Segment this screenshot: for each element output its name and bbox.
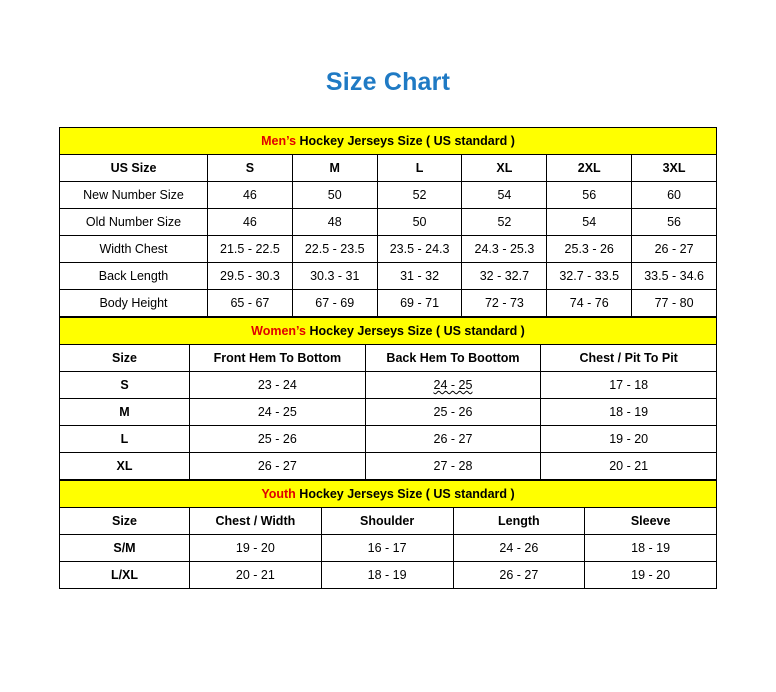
- mens-row-1-value-5: 56: [632, 209, 717, 236]
- table-row: [60, 263, 717, 290]
- mens-row-4-label: Body Height: [60, 290, 208, 317]
- table-row: [60, 236, 717, 263]
- mens-row-4-value-1: 67 - 69: [292, 290, 377, 317]
- womens-header-cell-1: Front Hem To Bottom: [190, 345, 366, 372]
- youth-header-cell-2: Shoulder: [321, 508, 453, 535]
- womens-row-3-value-0: 26 - 27: [190, 453, 366, 480]
- mens-header-cell-1: S: [208, 155, 293, 182]
- womens-header-cell-0: Size: [60, 345, 190, 372]
- mens-row-0-value-2: 52: [377, 182, 462, 209]
- youth-row-1-value-2: 26 - 27: [453, 562, 585, 589]
- mens-band-accent: Men’s: [261, 134, 297, 148]
- mens-row-4-value-3: 72 - 73: [462, 290, 547, 317]
- mens-row-2-value-3: 24.3 - 25.3: [462, 236, 547, 263]
- womens-row-1-value-0: 24 - 25: [190, 399, 366, 426]
- youth-row-0-value-3: 18 - 19: [585, 535, 717, 562]
- table-row: [60, 426, 717, 453]
- mens-header-cell-2: M: [292, 155, 377, 182]
- youth-row-0-label: S/M: [60, 535, 190, 562]
- mens-row-0-value-1: 50: [292, 182, 377, 209]
- mens-row-3-value-0: 29.5 - 30.3: [208, 263, 293, 290]
- table-row: [60, 535, 717, 562]
- youth-header-cell-4: Sleeve: [585, 508, 717, 535]
- mens-row-4-value-0: 65 - 67: [208, 290, 293, 317]
- womens-row-0-label: S: [60, 372, 190, 399]
- youth-band-row: [60, 481, 717, 508]
- table-row: [60, 290, 717, 317]
- womens-row-2-value-2: 19 - 20: [541, 426, 717, 453]
- mens-row-1-label: Old Number Size: [60, 209, 208, 236]
- table-row: [60, 209, 717, 236]
- mens-row-3-value-5: 33.5 - 34.6: [632, 263, 717, 290]
- mens-row-0-label: New Number Size: [60, 182, 208, 209]
- womens-header-cell-3: Chest / Pit To Pit: [541, 345, 717, 372]
- mens-header-cell-3: L: [377, 155, 462, 182]
- mens-band-row: [60, 128, 717, 155]
- youth-row-1-label: L/XL: [60, 562, 190, 589]
- womens-row-2-label: L: [60, 426, 190, 453]
- mens-header-cell-5: 2XL: [547, 155, 632, 182]
- womens-band-accent: Women’s: [251, 324, 306, 338]
- womens-row-1-value-1: 25 - 26: [365, 399, 541, 426]
- mens-row-1-value-2: 50: [377, 209, 462, 236]
- mens-row-2-value-2: 23.5 - 24.3: [377, 236, 462, 263]
- youth-row-1-value-3: 19 - 20: [585, 562, 717, 589]
- mens-band-rest: Hockey Jerseys Size ( US standard ): [296, 134, 515, 148]
- mens-row-0-value-5: 60: [632, 182, 717, 209]
- table-row: [60, 562, 717, 589]
- youth-header-cell-0: Size: [60, 508, 190, 535]
- table-row: [60, 372, 717, 399]
- mens-row-2-value-4: 25.3 - 26: [547, 236, 632, 263]
- womens-row-0-value-2: 17 - 18: [541, 372, 717, 399]
- mens-row-2-label: Width Chest: [60, 236, 208, 263]
- womens-row-3-value-1: 27 - 28: [365, 453, 541, 480]
- womens-row-0-value-0: 23 - 24: [190, 372, 366, 399]
- mens-header-cell-4: XL: [462, 155, 547, 182]
- mens-row-1-value-0: 46: [208, 209, 293, 236]
- youth-header-row: [60, 508, 717, 535]
- youth-band-rest: Hockey Jerseys Size ( US standard ): [295, 487, 515, 501]
- womens-header-row: [60, 345, 717, 372]
- womens-size-table: [59, 317, 717, 480]
- mens-row-3-label: Back Length: [60, 263, 208, 290]
- mens-row-0-value-0: 46: [208, 182, 293, 209]
- mens-row-3-value-1: 30.3 - 31: [292, 263, 377, 290]
- mens-row-1-value-3: 52: [462, 209, 547, 236]
- womens-band-cell: [60, 318, 717, 345]
- youth-header-cell-1: Chest / Width: [190, 508, 322, 535]
- mens-header-cell-0: US Size: [60, 155, 208, 182]
- womens-band-row: [60, 318, 717, 345]
- mens-row-2-value-5: 26 - 27: [632, 236, 717, 263]
- womens-row-1-label: M: [60, 399, 190, 426]
- youth-row-1-value-1: 18 - 19: [321, 562, 453, 589]
- mens-row-3-value-4: 32.7 - 33.5: [547, 263, 632, 290]
- mens-row-2-value-1: 22.5 - 23.5: [292, 236, 377, 263]
- youth-band-cell: [60, 481, 717, 508]
- mens-row-1-value-4: 54: [547, 209, 632, 236]
- mens-header-row: [60, 155, 717, 182]
- mens-row-3-value-3: 32 - 32.7: [462, 263, 547, 290]
- mens-row-4-value-2: 69 - 71: [377, 290, 462, 317]
- womens-row-3-label: XL: [60, 453, 190, 480]
- youth-row-0-value-0: 19 - 20: [190, 535, 322, 562]
- womens-row-2-value-1: 26 - 27: [365, 426, 541, 453]
- youth-row-0-value-2: 24 - 26: [453, 535, 585, 562]
- table-row: [60, 399, 717, 426]
- mens-row-4-value-4: 74 - 76: [547, 290, 632, 317]
- womens-band-rest: Hockey Jerseys Size ( US standard ): [306, 324, 525, 338]
- mens-row-0-value-3: 54: [462, 182, 547, 209]
- womens-row-0-value-1: 24 - 25: [365, 372, 541, 399]
- table-row: [60, 182, 717, 209]
- mens-size-table: [59, 127, 717, 317]
- youth-size-table: [59, 480, 717, 589]
- page-title: Size Chart: [325, 68, 451, 96]
- mens-row-0-value-4: 56: [547, 182, 632, 209]
- mens-row-4-value-5: 77 - 80: [632, 290, 717, 317]
- womens-header-cell-2: Back Hem To Boottom: [365, 345, 541, 372]
- womens-row-1-value-2: 18 - 19: [541, 399, 717, 426]
- mens-band-cell: [60, 128, 717, 155]
- mens-header-cell-6: 3XL: [632, 155, 717, 182]
- youth-row-1-value-0: 20 - 21: [190, 562, 322, 589]
- mens-row-1-value-1: 48: [292, 209, 377, 236]
- mens-row-3-value-2: 31 - 32: [377, 263, 462, 290]
- youth-row-0-value-1: 16 - 17: [321, 535, 453, 562]
- womens-row-3-value-2: 20 - 21: [541, 453, 717, 480]
- youth-header-cell-3: Length: [453, 508, 585, 535]
- table-row: [60, 453, 717, 480]
- mens-row-2-value-0: 21.5 - 22.5: [208, 236, 293, 263]
- size-tables-container: [59, 97, 717, 589]
- womens-row-2-value-0: 25 - 26: [190, 426, 366, 453]
- youth-band-accent: Youth: [261, 487, 296, 501]
